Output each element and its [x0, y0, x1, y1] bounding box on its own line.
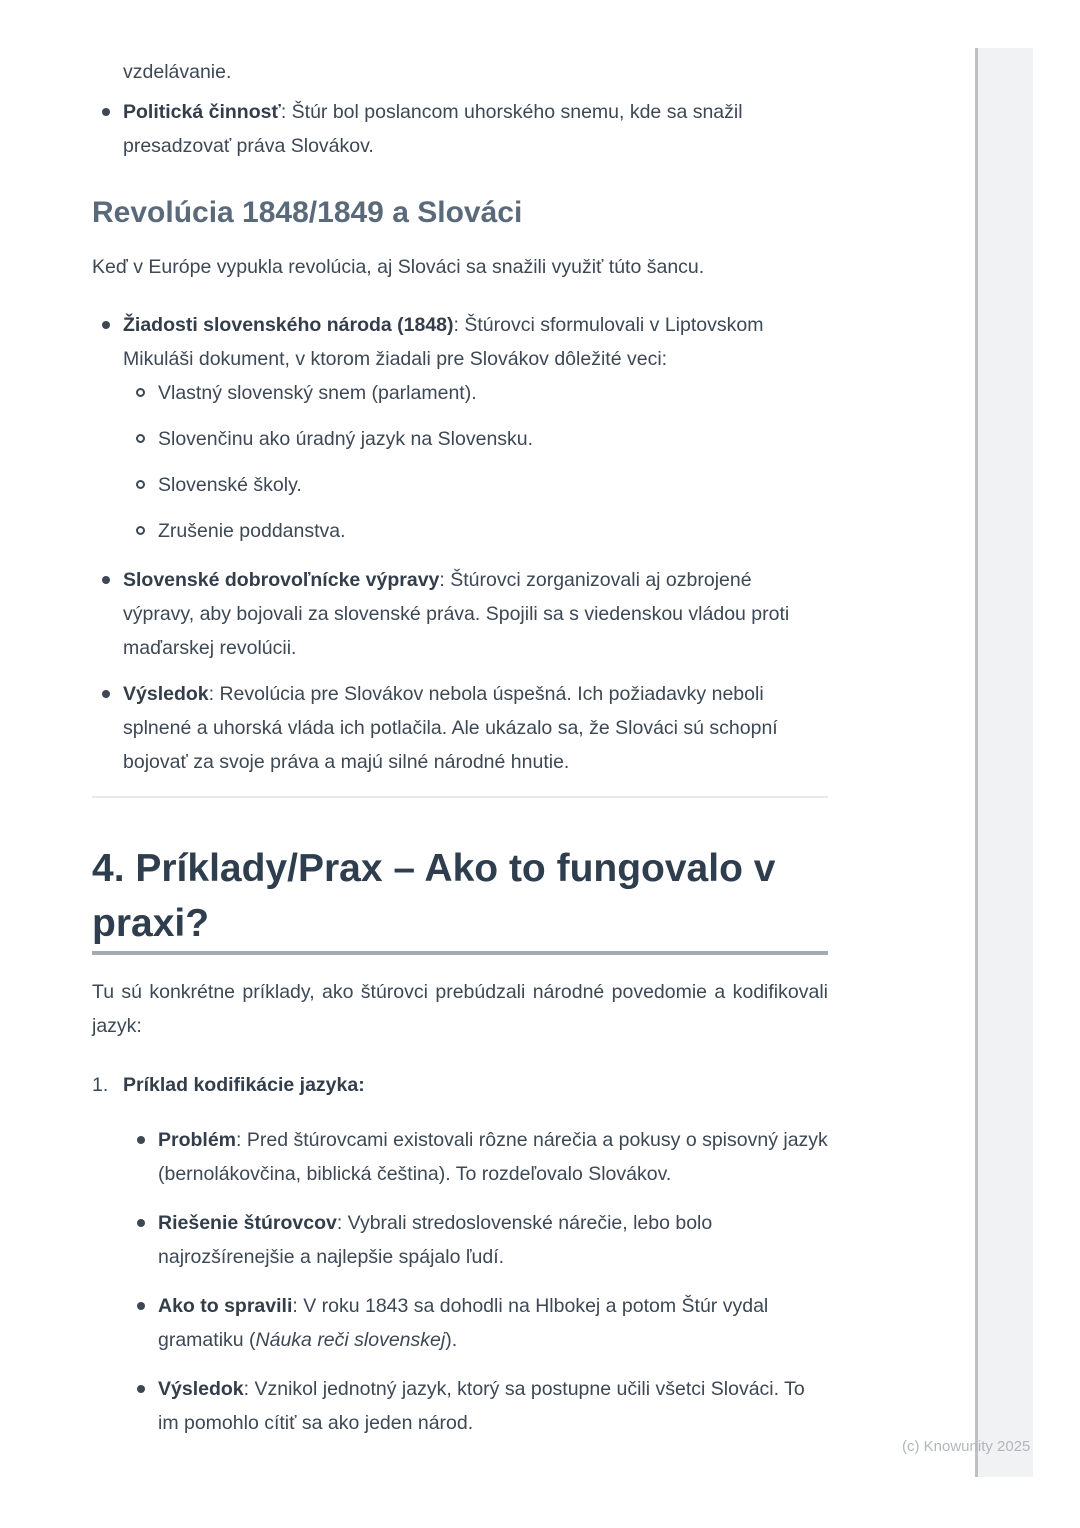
bullet-dot-icon	[102, 690, 110, 698]
sub-list-item-text: Vlastný slovenský snem (parlament).	[158, 382, 477, 404]
document-content	[92, 0, 828, 1440]
list-item-ako	[92, 1289, 828, 1357]
list-item-vysledok	[92, 677, 828, 779]
paragraph-intro-revolucia: Keď v Európe vypukla revolúcia, aj Slováci sa snažili využiť túto šancu.	[92, 256, 705, 278]
list-item-text: : Pred štúrovcami existovali rôzne nárečia a pokusy o spisovný jazyk (bernolákovčina, biblická čeština). To rozdeľovalo Slovákov.	[158, 1129, 828, 1185]
list-item-text: : Štúrovci zorganizovali aj ozbrojené výpravy, aby bojovali za slovenské práva. Spojili sa s viedenskou vládou proti maďarskej revolúcii.	[123, 569, 790, 659]
sub-list-item	[92, 514, 828, 548]
list-item-dobrovolnicke	[92, 563, 828, 665]
list-item-text: : Štúrovci sformulovali v Liptovskom Mikuláši dokument, v ktorom žiadali pre Slovákov dôležité veci:	[123, 314, 764, 370]
list-item-lead: Výsledok	[123, 683, 209, 705]
bullet-circle-icon	[136, 526, 145, 535]
section-divider	[92, 796, 828, 798]
bullet-dot-icon	[102, 321, 110, 329]
bullet-dot-icon	[102, 108, 110, 116]
paragraph-fragment: vzdelávanie.	[123, 61, 232, 83]
bullet-list-priklady	[92, 1123, 828, 1440]
page-title-priklady: 4. Príklady/Prax – Ako to fungovalo v praxi?	[92, 847, 776, 945]
numbered-item-number: 1.	[92, 1074, 109, 1096]
bullet-list-revolucia	[92, 308, 828, 779]
bullet-dot-icon	[137, 1302, 145, 1310]
list-item-lead: Výsledok	[158, 1378, 244, 1400]
sub-list-item-text: Slovenčinu ako úradný jazyk na Slovensku.	[158, 428, 534, 450]
list-item-vysledok-2	[92, 1372, 828, 1440]
numbered-item-kodifikacia	[92, 1068, 828, 1102]
list-item-text: : V roku 1843 sa dohodli na Hlbokej a potom Štúr vydal gramatiku (	[158, 1295, 769, 1351]
sub-list-item	[92, 422, 828, 456]
bullet-dot-icon	[137, 1136, 145, 1144]
bullet-circle-icon	[136, 480, 145, 489]
list-item-text: : Vybrali stredoslovenské nárečie, lebo bolo najrozšírenejšie a najlepšie spájalo ľudí.	[158, 1212, 713, 1268]
next-page-edge	[975, 48, 1033, 1477]
list-item-lead: Slovenské dobrovoľnícke výpravy	[123, 569, 440, 591]
list-item-lead: Žiadosti slovenského národa (1848)	[123, 314, 454, 336]
bullet-dot-icon	[102, 576, 110, 584]
sub-list-item-text: Zrušenie poddanstva.	[158, 520, 346, 542]
list-item-lead: Riešenie štúrovcov	[158, 1212, 337, 1234]
sub-list-item-text: Slovenské školy.	[158, 474, 302, 496]
sub-list-item	[92, 376, 828, 410]
list-item-riesenie	[92, 1206, 828, 1274]
numbered-item-label: Príklad kodifikácie jazyka:	[123, 1074, 365, 1096]
sub-list-item	[92, 468, 828, 502]
list-item-italic-title: Náuka reči slovenskej	[255, 1329, 446, 1351]
bullet-circle-icon	[136, 388, 145, 397]
list-item-politicka	[92, 95, 828, 163]
section-heading-revolucia: Revolúcia 1848/1849 a Slováci	[92, 196, 523, 229]
bullet-list-top	[92, 95, 828, 163]
sub-bullet-list-ziadosti	[92, 376, 828, 548]
list-item-lead: Politická činnosť	[123, 101, 281, 123]
list-item-text: : Revolúcia pre Slovákov nebola úspešná. Ich požiadavky neboli splnené a uhorská vláda ich potlačila. Ale ukázalo sa, že Slováci sú schopní bojovať za svoje práva a majú silné národné hnutie.	[123, 683, 778, 773]
list-item-text: : Vznikol jednotný jazyk, ktorý sa postupne učili všetci Slováci. To im pomohlo cítiť sa ako jeden národ.	[158, 1378, 805, 1434]
list-item-ziadosti	[92, 308, 828, 376]
list-item-text: : Štúr bol poslancom uhorského snemu, kde sa snažil presadzovať práva Slovákov.	[123, 101, 743, 157]
list-item-text: ).	[445, 1329, 458, 1351]
list-item-lead: Problém	[158, 1129, 237, 1151]
bullet-dot-icon	[137, 1219, 145, 1227]
bullet-dot-icon	[137, 1385, 145, 1393]
watermark-text: (c) Knowunity 2025	[902, 1438, 1031, 1455]
bullet-circle-icon	[136, 434, 145, 443]
title-underline	[92, 951, 828, 955]
list-item-lead: Ako to spravili	[158, 1295, 293, 1317]
paragraph-intro-priklady: Tu sú konkrétne príklady, ako štúrovci prebúdzali národné povedomie a kodifikovali jazyk:	[92, 981, 828, 1037]
list-item-problem	[92, 1123, 828, 1191]
